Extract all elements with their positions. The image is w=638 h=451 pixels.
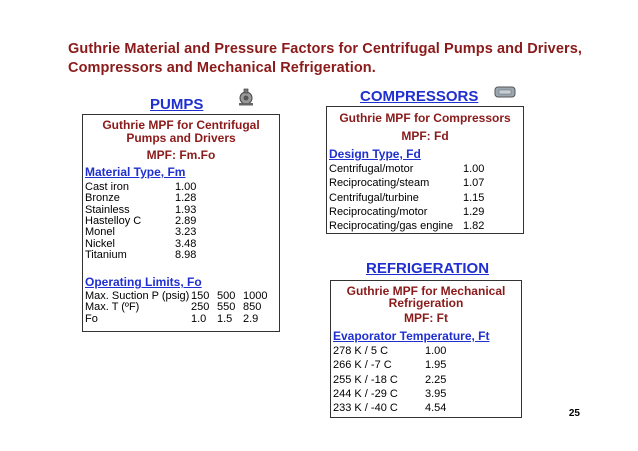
material-value: 1.93 — [175, 203, 197, 216]
design-name: Reciprocating/steam — [329, 177, 430, 190]
design-value: 1.07 — [463, 177, 485, 190]
design-name: Reciprocating/gas engine — [329, 220, 454, 233]
page-title — [68, 40, 588, 78]
material-name: Nickel — [85, 237, 115, 250]
material-value: 2.89 — [175, 214, 197, 227]
limit-v2: 1.5 — [217, 312, 233, 325]
material-type-heading: Material Type, Fm — [85, 165, 186, 179]
temp-value: 1.95 — [425, 359, 447, 372]
refrigeration-box-title-line-1: Guthrie MPF for Mechanical — [346, 284, 506, 298]
title-line-1: Guthrie Material and Pressure Factors for Centrifugal Pumps and Drivers, — [68, 41, 583, 57]
limit-v2: 550 — [217, 301, 236, 314]
limit-v1: 250 — [191, 301, 210, 314]
temp-value: 1.00 — [425, 345, 447, 357]
compressors-heading: COMPRESSORS — [360, 88, 479, 105]
pumps-box-title — [83, 119, 279, 145]
design-name: Centrifugal/motor — [329, 163, 414, 175]
material-value: 3.23 — [175, 226, 197, 239]
design-name: Centrifugal/turbine — [329, 191, 419, 204]
refrigeration-heading: REFRIGERATION — [366, 260, 490, 277]
temp-value: 2.25 — [425, 373, 447, 386]
material-name: Monel — [85, 226, 115, 239]
design-value: 1.82 — [463, 220, 485, 233]
design-type-heading: Design Type, Fd — [329, 147, 421, 161]
refrigeration-mpf: MPF: Ft — [404, 311, 448, 325]
compressors-box-title: Guthrie MPF for Compressors — [339, 111, 511, 125]
limit-name: Max. Suction P (psig) — [85, 290, 190, 302]
pumps-heading: PUMPS — [150, 96, 204, 113]
pumps-box — [82, 114, 280, 332]
temp-name: 266 K / -7 C — [333, 359, 392, 372]
limit-v3: 850 — [243, 301, 262, 314]
limit-v1: 1.0 — [191, 312, 207, 325]
temp-name: 244 K / -29 C — [333, 387, 398, 400]
compressors-box — [326, 106, 524, 234]
temp-value: 4.54 — [425, 402, 447, 415]
material-value: 3.48 — [175, 237, 197, 250]
design-value: 1.29 — [463, 205, 485, 218]
limit-v2: 500 — [217, 290, 236, 302]
material-name: Titanium — [85, 248, 127, 261]
limit-v3: 1000 — [243, 290, 268, 302]
temp-name: 233 K / -40 C — [333, 402, 398, 415]
refrigeration-box-title — [331, 285, 521, 309]
material-value: 1.00 — [175, 181, 197, 193]
refrigeration-box-title-line-2: Refrigeration — [388, 296, 464, 310]
material-name: Hastelloy C — [85, 214, 142, 227]
pumps-box-title-line-2: Pumps and Drivers — [126, 131, 236, 145]
operating-limits-heading: Operating Limits, Fo — [85, 275, 202, 289]
temp-name: 278 K / 5 C — [333, 345, 389, 357]
temp-name: 255 K / -18 C — [333, 373, 398, 386]
design-name: Reciprocating/motor — [329, 205, 428, 218]
material-name: Cast iron — [85, 181, 130, 193]
compressors-mpf: MPF: Fd — [401, 129, 449, 143]
temp-value: 3.95 — [425, 387, 447, 400]
limit-name: Max. T (ºF) — [85, 301, 140, 314]
material-value: 8.98 — [175, 248, 197, 261]
pumps-mpf: MPF: Fm.Fo — [146, 148, 216, 162]
material-value: 1.28 — [175, 192, 197, 205]
evaporator-temp-heading: Evaporator Temperature, Ft — [333, 329, 490, 343]
design-value: 1.00 — [463, 163, 485, 175]
refrigeration-box — [330, 280, 522, 418]
limit-v3: 2.9 — [243, 312, 259, 325]
design-value: 1.15 — [463, 191, 485, 204]
page-number: 25 — [568, 408, 580, 419]
limit-name: Fo — [85, 312, 98, 325]
title-line-2: Compressors and Mechanical Refrigeration. — [68, 60, 376, 76]
compressor-icon — [494, 85, 516, 104]
material-name: Stainless — [85, 203, 130, 216]
pumps-box-title-line-1: Guthrie MPF for Centrifugal — [102, 118, 260, 132]
limit-v1: 150 — [191, 290, 210, 302]
pump-icon — [236, 88, 256, 111]
material-name: Bronze — [85, 192, 120, 205]
